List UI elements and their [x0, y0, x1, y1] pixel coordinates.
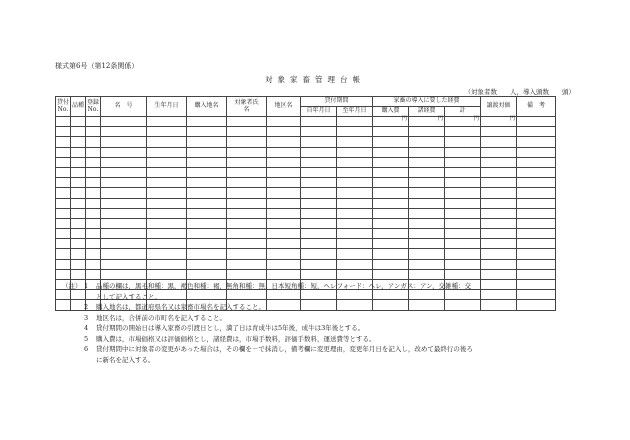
ledger-cell [445, 167, 481, 177]
ledger-cell [101, 117, 147, 127]
ledger-cell [373, 178, 409, 188]
note-text: 貸付期間の開始日は導入家畜の引渡日とし，満了日は育成牛は5年後，成牛は3年後とする。 [96, 324, 365, 332]
ledger-cell [337, 229, 373, 239]
ledger-cell [101, 218, 147, 228]
header-period-to: 至年月日 [337, 107, 373, 117]
ledger-cell [147, 178, 187, 188]
header-remarks: 備 考 [517, 97, 556, 117]
ledger-cell [71, 137, 86, 147]
ledger-cell [227, 127, 267, 137]
ledger-cell [445, 147, 481, 157]
ledger-cell [337, 218, 373, 228]
ledger-cell [409, 259, 445, 269]
ledger-cell [517, 290, 556, 300]
ledger-cell [409, 147, 445, 157]
ledger-cell [187, 208, 227, 218]
ledger-cell [517, 239, 556, 249]
ledger-cell [373, 239, 409, 249]
ledger-cell [147, 229, 187, 239]
ledger-cell [517, 178, 556, 188]
ledger-cell [517, 117, 556, 127]
ledger-cell [481, 300, 517, 310]
ledger-cell [56, 157, 71, 167]
ledger-cell [337, 127, 373, 137]
ledger-cell [409, 249, 445, 259]
ledger-cell [86, 167, 101, 177]
note-number: 1 [84, 282, 89, 290]
ledger-cell [86, 117, 101, 127]
ledger-cell [101, 208, 147, 218]
ledger-cell [86, 137, 101, 147]
ledger-cell [147, 218, 187, 228]
ledger-cell [267, 269, 301, 279]
ledger-cell [147, 188, 187, 198]
ledger-cell [337, 117, 373, 127]
ledger-cell [445, 188, 481, 198]
ledger-cell [517, 280, 556, 290]
ledger-cell [227, 249, 267, 259]
header-breed: 品種 [71, 97, 86, 117]
ledger-cell [227, 188, 267, 198]
ledger-cell [445, 229, 481, 239]
ledger-cell [56, 178, 71, 188]
header-purchase-cost: 購入費 [373, 107, 409, 117]
notes-prefix: （注） [62, 282, 82, 290]
ledger-cell [301, 137, 337, 147]
ledger-cell [373, 198, 409, 208]
note-continuation: に新名を記入する。 [96, 355, 155, 364]
ledger-cell [337, 188, 373, 198]
ledger-cell [517, 157, 556, 167]
yen-purchase-unit: 円 [373, 117, 409, 127]
ledger-row [56, 127, 556, 137]
ledger-cell [71, 249, 86, 259]
ledger-cell [147, 208, 187, 218]
ledger-cell [409, 269, 445, 279]
ledger-cell [445, 127, 481, 137]
yen-misc-unit: 円 [409, 117, 445, 127]
ledger-cell [267, 157, 301, 167]
note-number: 5 [84, 334, 89, 343]
ledger-cell [409, 218, 445, 228]
ledger-cell [71, 167, 86, 177]
ledger-cell [267, 117, 301, 127]
ledger-cell [409, 198, 445, 208]
ledger-cell [267, 259, 301, 269]
ledger-cell [86, 178, 101, 188]
ledger-cell [337, 208, 373, 218]
ledger-cell [56, 218, 71, 228]
ledger-cell [481, 218, 517, 228]
ledger-cell [301, 229, 337, 239]
note-continuation: として記入すること。 [96, 292, 161, 301]
ledger-cell [101, 259, 147, 269]
ledger-cell [267, 127, 301, 137]
ledger-cell [481, 167, 517, 177]
ledger-row [56, 117, 556, 127]
ledger-cell [227, 198, 267, 208]
ledger-cell [86, 229, 101, 239]
ledger-cell [481, 198, 517, 208]
ledger-cell [71, 269, 86, 279]
ledger-cell [86, 269, 101, 279]
ledger-cell [101, 178, 147, 188]
ledger-cell [409, 157, 445, 167]
ledger-cell [71, 198, 86, 208]
ledger-cell [373, 208, 409, 218]
ledger-cell [71, 188, 86, 198]
ledger-cell [86, 127, 101, 137]
ledger-cell [337, 259, 373, 269]
ledger-cell [227, 137, 267, 147]
ledger-cell [227, 178, 267, 188]
ledger-cell [101, 137, 147, 147]
ledger-cell [267, 198, 301, 208]
ledger-cell [227, 157, 267, 167]
ledger-cell [86, 208, 101, 218]
ledger-cell [517, 198, 556, 208]
ledger-cell [56, 269, 71, 279]
ledger-cell [337, 269, 373, 279]
ledger-cell [56, 198, 71, 208]
ledger-cell [227, 269, 267, 279]
header-district: 地区名 [267, 97, 301, 117]
ledger-cell [481, 280, 517, 290]
ledger-cell [227, 147, 267, 157]
livestock-ledger-table [55, 96, 556, 311]
ledger-cell [445, 269, 481, 279]
ledger-cell [187, 239, 227, 249]
header-period-from: 自年月日 [301, 107, 337, 117]
ledger-cell [56, 208, 71, 218]
ledger-cell [147, 269, 187, 279]
ledger-cell [301, 259, 337, 269]
ledger-cell [409, 188, 445, 198]
ledger-cell [56, 117, 71, 127]
ledger-cell [409, 178, 445, 188]
ledger-cell [301, 239, 337, 249]
ledger-cell [337, 167, 373, 177]
ledger-cell [187, 137, 227, 147]
ledger-cell [187, 178, 227, 188]
ledger-cell [517, 249, 556, 259]
form-number: 様式第6号（第12条関係） [55, 62, 139, 70]
ledger-cell [71, 147, 86, 157]
ledger-cell [71, 208, 86, 218]
header-misc-cost: 諸経費 [409, 107, 445, 117]
header-total: 計 [445, 107, 481, 117]
ledger-cell [301, 117, 337, 127]
ledger-row [56, 157, 556, 167]
ledger-cell [517, 229, 556, 239]
ledger-cell [71, 229, 86, 239]
ledger-cell [517, 188, 556, 198]
yen-transfer-unit: 円 [481, 117, 517, 127]
ledger-cell [481, 259, 517, 269]
ledger-cell [481, 249, 517, 259]
ledger-cell [147, 239, 187, 249]
ledger-cell [227, 167, 267, 177]
ledger-row [56, 167, 556, 177]
ledger-cell [481, 157, 517, 167]
header-cost: 家畜の導入に要した経費 [373, 97, 481, 107]
ledger-cell [373, 127, 409, 137]
ledger-cell [86, 218, 101, 228]
ledger-cell [86, 157, 101, 167]
ledger-cell [481, 178, 517, 188]
note-number: 3 [84, 313, 89, 322]
ledger-cell [227, 117, 267, 127]
ledger-cell [147, 157, 187, 167]
ledger-cell [187, 147, 227, 157]
ledger-cell [445, 178, 481, 188]
ledger-cell [187, 259, 227, 269]
ledger-cell [301, 127, 337, 137]
ledger-cell [101, 147, 147, 157]
note-number: 6 [84, 345, 89, 353]
ledger-cell [517, 218, 556, 228]
ledger-cell [56, 249, 71, 259]
ledger-cell [337, 147, 373, 157]
ledger-cell [301, 167, 337, 177]
ledger-cell [267, 229, 301, 239]
ledger-cell [517, 127, 556, 137]
ledger-cell [71, 259, 86, 269]
ledger-cell [227, 218, 267, 228]
ledger-cell [56, 239, 71, 249]
header-birth-date: 生年月日 [147, 97, 187, 117]
ledger-cell [147, 147, 187, 157]
note-number: 2 [84, 303, 89, 311]
ledger-cell [187, 198, 227, 208]
ledger-cell [267, 147, 301, 157]
ledger-cell [481, 147, 517, 157]
ledger-cell [187, 218, 227, 228]
ledger-cell [445, 218, 481, 228]
ledger-cell [147, 167, 187, 177]
ledger-row [56, 188, 556, 198]
ledger-cell [101, 229, 147, 239]
ledger-cell [409, 167, 445, 177]
ledger-cell [481, 127, 517, 137]
ledger-cell [187, 229, 227, 239]
ledger-cell [517, 300, 556, 310]
ledger-cell [409, 208, 445, 218]
ledger-cell [86, 147, 101, 157]
ledger-cell [301, 218, 337, 228]
ledger-cell [227, 239, 267, 249]
ledger-cell [373, 249, 409, 259]
ledger-cell [56, 127, 71, 137]
note-text: 貸付期間中に対象者の変更があった場合は，その欄を－で抹消し，備考欄に変更理由，変更年月日を記入し，改めて最終行の後ろ [96, 345, 473, 353]
ledger-cell [267, 208, 301, 218]
ledger-cell [147, 137, 187, 147]
ledger-cell [445, 157, 481, 167]
ledger-row [56, 198, 556, 208]
header-reg-no: 登録No. [86, 97, 101, 117]
ledger-cell [373, 147, 409, 157]
ledger-row [56, 269, 556, 279]
ledger-cell [373, 229, 409, 239]
ledger-cell [267, 188, 301, 198]
ledger-cell [101, 157, 147, 167]
ledger-cell [147, 259, 187, 269]
ledger-cell [147, 117, 187, 127]
ledger-cell [56, 147, 71, 157]
ledger-cell [227, 208, 267, 218]
ledger-cell [227, 229, 267, 239]
ledger-row [56, 249, 556, 259]
ledger-row [56, 229, 556, 239]
ledger-cell [337, 198, 373, 208]
ledger-row [56, 208, 556, 218]
ledger-cell [373, 269, 409, 279]
ledger-cell [187, 249, 227, 259]
ledger-cell [267, 218, 301, 228]
ledger-cell [373, 188, 409, 198]
ledger-cell [101, 239, 147, 249]
ledger-cell [56, 259, 71, 269]
ledger-cell [101, 188, 147, 198]
header-name: 名 号 [101, 97, 147, 117]
ledger-cell [301, 147, 337, 157]
ledger-cell [86, 259, 101, 269]
ledger-cell [301, 208, 337, 218]
ledger-cell [267, 167, 301, 177]
ledger-cell [187, 157, 227, 167]
ledger-cell [481, 137, 517, 147]
note-text: 購入費は，市場価格又は評価価格とし，諸経費は，市場手数料，評価手数料，運送費等とする。 [96, 334, 376, 343]
ledger-cell [301, 269, 337, 279]
header-target-name: 対象者氏 名 [227, 97, 267, 117]
ledger-cell [337, 249, 373, 259]
ledger-cell [147, 198, 187, 208]
ledger-cell [101, 167, 147, 177]
note-number: 4 [84, 324, 89, 332]
ledger-cell [101, 127, 147, 137]
ledger-cell [445, 259, 481, 269]
ledger-cell [71, 178, 86, 188]
ledger-cell [481, 188, 517, 198]
ledger-cell [445, 198, 481, 208]
ledger-cell [517, 167, 556, 177]
ledger-cell [373, 137, 409, 147]
ledger-cell [101, 269, 147, 279]
ledger-cell [481, 208, 517, 218]
ledger-cell [227, 259, 267, 269]
ledger-cell [445, 239, 481, 249]
ledger-cell [56, 137, 71, 147]
header-transfer-price: 譲渡対価 [481, 97, 517, 117]
ledger-cell [71, 117, 86, 127]
ledger-cell [101, 198, 147, 208]
header-loan-no: 貸付No. [56, 97, 71, 117]
ledger-cell [267, 178, 301, 188]
ledger-cell [373, 218, 409, 228]
ledger-cell [71, 218, 86, 228]
ledger-row [56, 137, 556, 147]
note-text: 購入地名は，都道府県名又は家畜市場名を記入すること。 [96, 303, 265, 311]
ledger-cell [337, 178, 373, 188]
ledger-cell [481, 229, 517, 239]
notes [62, 281, 473, 365]
ledger-cell [517, 137, 556, 147]
ledger-cell [409, 127, 445, 137]
ledger-cell [481, 290, 517, 300]
ledger-cell [187, 117, 227, 127]
ledger-cell [267, 249, 301, 259]
ledger-cell [267, 239, 301, 249]
ledger-cell [301, 157, 337, 167]
ledger-cell [337, 157, 373, 167]
ledger-cell [337, 239, 373, 249]
ledger-cell [71, 127, 86, 137]
ledger-cell [445, 208, 481, 218]
ledger-cell [373, 167, 409, 177]
ledger-cell [301, 249, 337, 259]
ledger-title: 対象家畜管理台帳 [265, 75, 365, 84]
ledger-cell [409, 239, 445, 249]
ledger-row [56, 218, 556, 228]
header-purchase-place: 購入地名 [187, 97, 227, 117]
ledger-cell [71, 239, 86, 249]
ledger-cell [373, 157, 409, 167]
ledger-row [56, 259, 556, 269]
ledger-cell [517, 259, 556, 269]
ledger-row [56, 147, 556, 157]
count-summary: （対象者数 人，導入頭数 頭） [464, 88, 575, 96]
ledger-cell [86, 249, 101, 259]
note-text: 地区名は，合併前の市町名を記入すること。 [96, 313, 226, 322]
ledger-row [56, 239, 556, 249]
ledger-cell [517, 208, 556, 218]
ledger-cell [301, 198, 337, 208]
ledger-cell [187, 167, 227, 177]
ledger-cell [481, 239, 517, 249]
ledger-cell [409, 229, 445, 239]
ledger-cell [337, 137, 373, 147]
ledger-cell [86, 239, 101, 249]
ledger-cell [187, 127, 227, 137]
ledger-cell [56, 188, 71, 198]
ledger-cell [101, 249, 147, 259]
ledger-cell [481, 269, 517, 279]
ledger-cell [71, 157, 86, 167]
yen-total-unit: 円 [445, 117, 481, 127]
ledger-cell [187, 269, 227, 279]
ledger-cell [187, 188, 227, 198]
ledger-cell [147, 249, 187, 259]
ledger-cell [86, 198, 101, 208]
ledger-cell [301, 188, 337, 198]
ledger-cell [409, 137, 445, 147]
header-loan-period: 貸付期間 [301, 97, 373, 107]
ledger-cell [267, 137, 301, 147]
ledger-cell [373, 259, 409, 269]
ledger-cell [517, 147, 556, 157]
ledger-cell [56, 229, 71, 239]
ledger-cell [147, 127, 187, 137]
ledger-cell [301, 178, 337, 188]
note-text: 品種の欄は，黒毛和種：黒，褐色和種：褐，無角和種：無，日本短角種：短，ヘレフォード：ヘレ，アンガス：アン，交雑種：交 [96, 282, 472, 290]
ledger-cell [445, 249, 481, 259]
ledger-cell [517, 269, 556, 279]
ledger-row [56, 178, 556, 188]
ledger-cell [86, 188, 101, 198]
ledger-cell [445, 137, 481, 147]
ledger-cell [56, 167, 71, 177]
